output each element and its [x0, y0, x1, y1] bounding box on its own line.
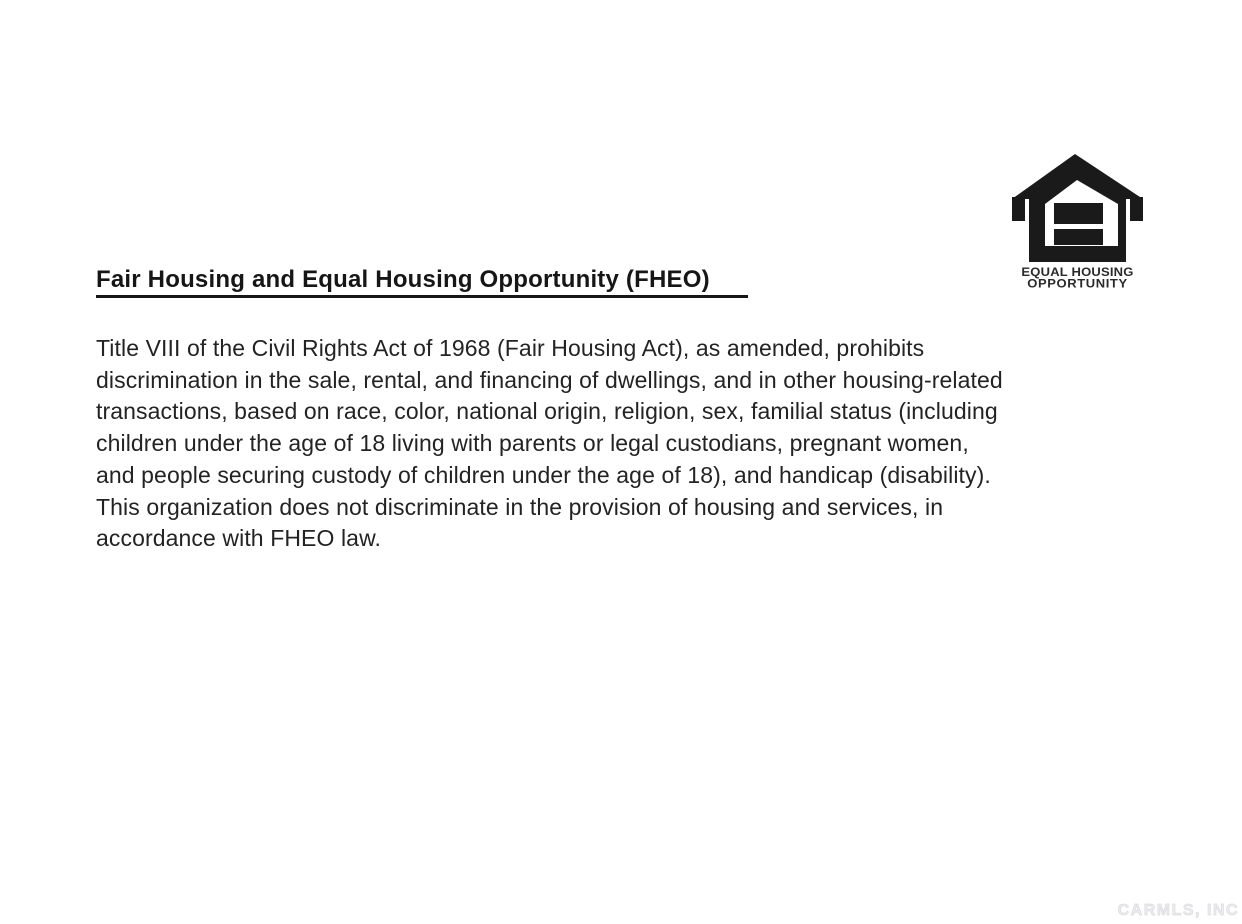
equal-housing-opportunity-logo — [1012, 154, 1143, 290]
paragraph-line: and people securing custody of children under the age of 18), and handicap (disability). — [96, 461, 991, 488]
logo-caption-line1: EQUAL HOUSING — [1021, 264, 1134, 279]
paragraph-line: transactions, based on race, color, national origin, religion, sex, familial status (including — [96, 398, 998, 425]
paragraph-line: children under the age of 18 living with parents or legal custodians, pregnant women, — [96, 430, 969, 457]
paragraph-line: This organization does not discriminate in the provision of housing and services, in — [96, 493, 944, 520]
body-paragraph — [96, 333, 1206, 555]
logo-caption-line2: OPPORTUNITY — [1027, 276, 1128, 291]
equal-housing-house-icon — [1012, 154, 1143, 262]
paragraph-line: discrimination in the sale, rental, and financing of dwellings, and in other housing-related — [96, 366, 1003, 393]
paragraph-line: Title VIII of the Civil Rights Act of 1968 (Fair Housing Act), as amended, prohibits — [96, 335, 925, 361]
watermark-text: CARMLS, INC — [1117, 902, 1239, 919]
paragraph-line: accordance with FHEO law. — [96, 525, 382, 552]
page-title: Fair Housing and Equal Housing Opportunity (FHEO) — [96, 265, 748, 298]
logo-caption — [1012, 264, 1143, 291]
